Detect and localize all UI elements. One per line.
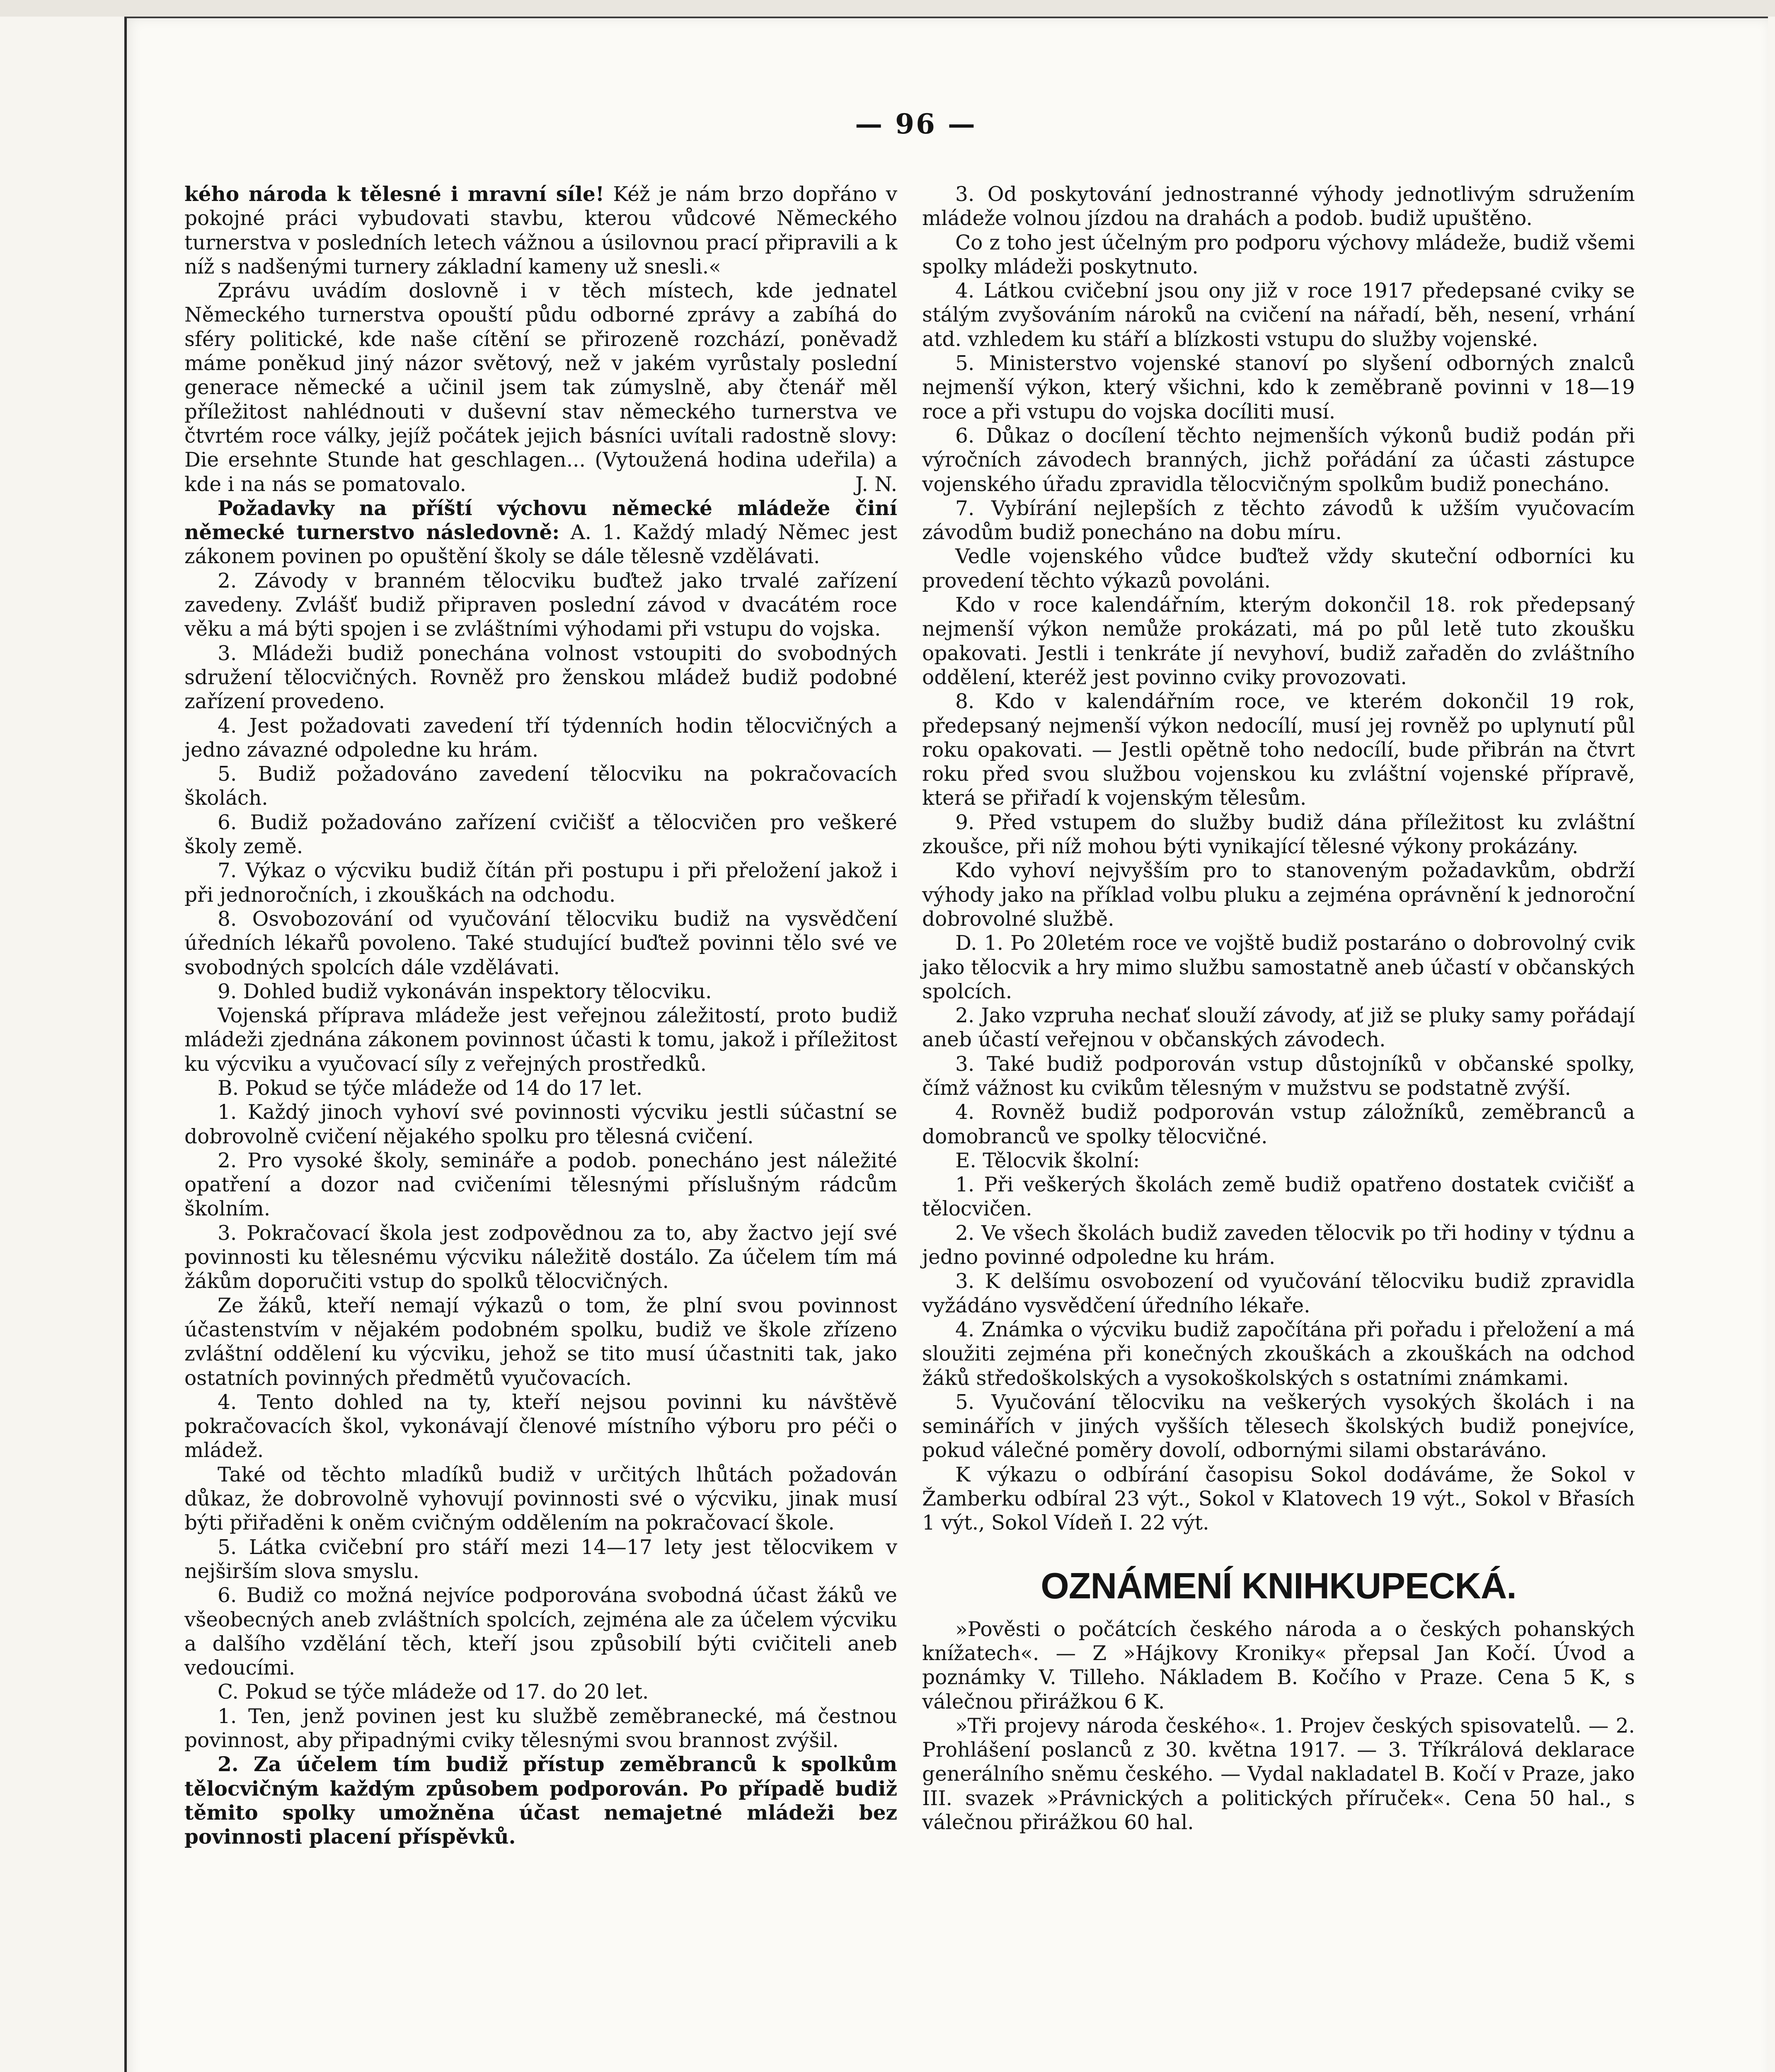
paragraph: C. Pokud se týče mládeže od 17. do 20 let.	[218, 1680, 649, 1704]
paragraph	[184, 182, 897, 279]
paragraph: Kdo v roce kalendářním, kterým dokončil 18. rok předepsaný nejmenší výkon nemůže prokázati, má po půl letě tuto zkoušku opakovati. Jestli i tenkráte jí nevyhoví, budiž zařaděn do zvláštního oddělení, kteréž jest povinno cviky provozovati.	[922, 593, 1635, 689]
paragraph: 5. Látka cvičební pro stáří mezi 14—17 lety jest tělocvikem v nejširším slova smyslu.	[184, 1535, 897, 1583]
paragraph: 4. Látkou cvičební jsou ony již v roce 1917 předepsané cviky se stálým zvyšováním nároků na cvičení na nářadí, běh, nesení, vrhání atd. vzhledem ku stáří a blízkosti vstupu do služby vojenské.	[922, 279, 1635, 351]
paragraph: Ze žáků, kteří nemají výkazů o tom, že plní svou povinnost účastenstvím v nějakém podobném spolku, budiž ve škole zřízeno zvláštní oddělení ku výcviku, jehož se tito musí účastniti tak, jako ostatních povinných předmětů vyučovacích.	[184, 1294, 897, 1390]
paragraph: B. Pokud se týče mládeže od 14 do 17 let.	[218, 1076, 643, 1100]
bold-lead: Požadavky na příští výchovu německé mládeže činí německé turnerstvo následovně:	[184, 496, 897, 545]
paragraph: 1. Ten, jenž povinen jest ku službě zeměbranecké, má čestnou povinnost, aby připadnými cviky tělesnými svou brannost zvýšil.	[184, 1704, 897, 1752]
paragraph: Vojenská příprava mládeže jest veřejnou záležitostí, proto budiž mládeži zjednána zákonem povinnost účasti k tomu, jakož i příležitost ku výcviku a vyučovací síly z veřejných prostředků.	[184, 1004, 897, 1076]
page-number: — 96 —	[855, 108, 977, 140]
right-column	[922, 182, 1635, 1835]
paragraph: Co z toho jest účelným pro podporu výchovy mládeže, budiž všemi spolky mládeži poskytnuto.	[922, 231, 1635, 278]
announcement-heading: OZNÁMENÍ KNIHKUPECKÁ.	[1041, 1565, 1516, 1606]
paragraph: Také od těchto mladíků budiž v určitých lhůtách požadován důkaz, že dobrovolně vyhovují povinnosti své o výcviku, jinak musí býti přiřaděni k oněm cvičným oddělením na pokračovací škole.	[184, 1463, 897, 1535]
bold-lead: kého národa k tělesné i mravní síle!	[184, 182, 604, 206]
paragraph: 9. Dohled budiž vykonáván inspektory tělocviku.	[218, 980, 712, 1003]
paragraph: 2. Závody v branném tělocviku buďtež jako trvalé zařízení zavedeny. Zvlášť budiž připraven poslední závod v dvacátém roce věku a má býti spojen i se zvláštními výhodami při vstupu do vojska.	[184, 569, 897, 641]
paragraph: E. Tělocvik školní:	[955, 1149, 1140, 1172]
paragraph	[184, 279, 897, 496]
paragraph: 9. Před vstupem do služby budiž dána příležitost ku zvláštní zkoušce, při níž mohou býti vynikající tělesné výkony prokázány.	[922, 811, 1635, 859]
paragraph: 4. Tento dohled na ty, kteří nejsou povinni ku návštěvě pokračovacích škol, vykonávají členové místního výboru pro péči o mládež.	[184, 1390, 897, 1462]
paragraph-rest: A. 1. Každý mladý Němec jest zákonem povinen po opuštění školy se dále tělesně vzdělávati.	[184, 521, 897, 569]
paragraph: 2. Pro vysoké školy, semináře a podob. ponecháno jest náležité opatření a dozor nad cvičeními tělesnými příslušným rádcům školním.	[184, 1149, 897, 1221]
paragraph: 4. Rovněž budiž podporován vstup záložníků, zeměbranců a domobranců ve spolky tělocvičné.	[922, 1101, 1635, 1148]
paragraph: 4. Jest požadovati zavedení tří týdenních hodin tělocvičných a jedno závazné odpoledne ku hrám.	[184, 714, 897, 762]
paragraph: 3. Od poskytování jednostranné výhody jednotlivým sdružením mládeže volnou jízdou na drahách a podob. budiž upuštěno.	[922, 183, 1635, 230]
paragraph: 1. Při veškerých školách země budiž opatřeno dostatek cvičišť a tělocvičen.	[922, 1173, 1635, 1221]
paragraph: Kdo vyhoví nejvyšším pro to stanoveným požadavkům, obdrží výhody jako na příklad volbu pluku a zejména oprávnění k jednoroční dobrovolné službě.	[922, 859, 1635, 931]
paragraph: 3. Také budiž podporován vstup důstojníků v občanské spolky, čímž vážnost ku cvikům tělesným v mužstvu se podstatně zvýší.	[922, 1052, 1635, 1100]
signature: J. N.	[855, 472, 897, 496]
paragraph: 3. Mládeži budiž ponechána volnost vstoupiti do svobodných sdružení tělocvičných. Rovněž pro ženskou mládež budiž podobné zařízení provedeno.	[184, 641, 897, 714]
paragraph: 2. Za účelem tím budiž přístup zeměbranců k spolkům tělocvičným každým způsobem podporován. Po případě budiž těmito spolky umožněna účast nemajetné mládeži bez povinnosti placení příspěvků.	[184, 1752, 897, 1849]
announcement-item: »Pověsti o počátcích českého národa a o českých pohanských knížatech«. — Z »Hájkovy Kroniky« přepsal Jan Kočí. Úvod a poznámky V. Tilleho. Nákladem B. Kočího v Praze. Cena 5 K, s válečnou přirážkou 6 K.	[922, 1617, 1635, 1714]
paragraph: 2. Ve všech školách budiž zaveden tělocvik po tři hodiny v týdnu a jedno povinné odpoledne ku hrám.	[922, 1221, 1635, 1269]
left-column	[184, 182, 897, 1849]
paragraph: 8. Osvobozování od vyučování tělocviku budiž na vysvědčení úředních lékařů povoleno. Také studující buďtež povinni tělo své ve svobodných spolcích dále vzdělávati.	[184, 907, 897, 979]
announcement-item: »Tři projevy národa českého«. 1. Projev českých spisovatelů. — 2. Prohlášení poslanců z 30. května 1917. — 3. Tříkrálová deklarace generálního sněmu českého. — Vydal nakladatel B. Kočí v Praze, jako III. svazek »Právnických a politických příruček«. Cena 50 hal., s válečnou přirážkou 60 hal.	[922, 1714, 1635, 1834]
paragraph-rest: Kéž je nám brzo dopřáno v pokojné práci vybudovati stavbu, kterou vůdcové Německého turnerstva v posledních letech vážnou a úsilovnou prací připravili a k níž s nadšenými turnery základní kameny už snesli.«	[184, 183, 897, 278]
paragraph: Vedle vojenského vůdce buďtež vždy skuteční odborníci ku provedení těchto výkazů povoláni.	[922, 545, 1635, 593]
paragraph: 1. Každý jinoch vyhoví své povinnosti výcviku jestli súčastní se dobrovolně cvičení nějakého spolku pro tělesná cvičení.	[184, 1101, 897, 1148]
paragraph: 6. Budiž co možná nejvíce podporována svobodná účast žáků ve všeobecných aneb zvláštních spolcích, zejména ale za účelem výcviku a dalšího vzdělání těch, kteří jsou způsobilí býti cvičiteli aneb vedoucími.	[184, 1584, 897, 1680]
paragraph: 6. Budiž požadováno zařízení cvičišť a tělocvičen pro veškeré školy země.	[184, 811, 897, 859]
paragraph: 5. Budiž požadováno zavedení tělocviku na pokračovacích školách.	[184, 762, 897, 810]
paragraph: 4. Známka o výcviku budiž započítána při pořadu i přeložení a má sloužiti zejména při konečných zkouškách a zkouškách na odchod žáků středoškolských a vysokoškolských s ostatními známkami.	[922, 1318, 1635, 1390]
paragraph: 5. Ministerstvo vojenské stanoví po slyšení odborných znalců nejmenší výkon, který všichni, kdo k zeměbraně povinni v 18—19 roce a při vstupu do vojska docíliti musí.	[922, 352, 1635, 424]
paragraph: 3. Pokračovací škola jest zodpovědnou za to, aby žactvo její své povinnosti ku tělesnému výcviku náležitě dostálo. Za účelem tím má žákům doporučiti vstup do spolků tělocvičných.	[184, 1221, 897, 1293]
paragraph-text: Zprávu uvádím doslovně i v těch místech, kde jednatel Německého turnerstva opouští půdu odborné zprávy a zabíhá do sféry politické, kde naše cítění se přirozeně rozchází, poněvadž máme poněkud jiný názor světový, než v jakém vyrůstaly poslední generace německé a učinil jsem tak zúmyslně, aby čtenář měl příležitost nahlédnouti v duševní stav německého turnerstva ve čtvrtém roce války, jejíž počátek jejich básníci uvítali radostně slovy: Die ersehnte Stunde hat geschlagen... (Vytoužená hodina udeřila) a kde i na nás se pomatovalo.	[184, 279, 897, 496]
paragraph: 2. Jako vzpruha nechať slouží závody, ať již se pluky samy pořádají aneb účastí veřejnou v občanských závodech.	[922, 1004, 1635, 1052]
paragraph: 3. K delšímu osvobození od vyučování tělocviku budiž zpravidla vyžádáno vysvědčení úředního lékaře.	[922, 1270, 1635, 1317]
paragraph: K výkazu o odbírání časopisu Sokol dodáváme, že Sokol v Žamberku odbíral 23 výt., Sokol v Klatovech 19 výt., Sokol v Břasích 1 výt., Sokol Vídeň I. 22 výt.	[922, 1463, 1635, 1535]
paragraph: 8. Kdo v kalendářním roce, ve kterém dokončil 19 rok, předepsaný nejmenší výkon nedocílí, musí jej rovněž po uplynutí půl roku opakovati. — Jestli opětně toho nedocílí, bude přibrán na čtvrt roku před svou službou vojenskou ku zvláštní vojenské přípravě, která se přiřadí k vojenským tělesům.	[922, 690, 1635, 810]
paragraph: 6. Důkaz o docílení těchto nejmenších výkonů budiž podán při výročních závodech branných, jichž pořádání za účasti zástupce vojenského úřadu zpravidla tělocvičným spolkům budiž ponecháno.	[922, 424, 1635, 496]
scan-top-margin	[0, 0, 1775, 17]
paragraph	[184, 496, 897, 569]
paragraph: D. 1. Po 20letém roce ve vojště budiž postaráno o dobrovolný cvik jako tělocvik a hry mimo službu samostatně aneb účastí v občanských spolcích.	[922, 932, 1635, 1003]
paragraph: 5. Vyučování tělocviku na veškerých vysokých školách i na seminářích v jiných vyšších tělesech školských budiž ponejvíce, pokud válečné poměry dovolí, odbornými silami obstaráváno.	[922, 1390, 1635, 1462]
paragraph: 7. Výkaz o výcviku budiž čítán při postupu i při přeložení jakož i při jednoročních, i zkouškách na odchodu.	[184, 859, 897, 907]
paragraph: 7. Vybírání nejlepších z těchto závodů k užším vyučovacím závodům budiž ponecháno na dobu míru.	[922, 496, 1635, 545]
